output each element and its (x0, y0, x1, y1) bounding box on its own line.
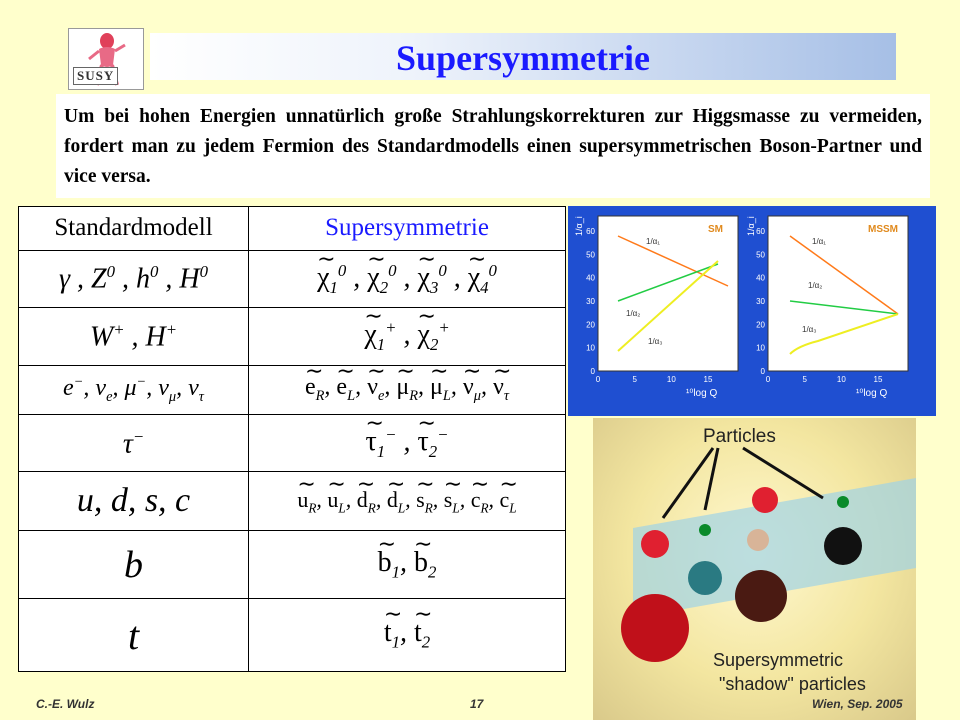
title-bar (150, 33, 896, 80)
coupling-plots (568, 206, 936, 416)
x-tick-label: 15 (703, 375, 713, 384)
mssm-plot-ylabel: 1/α_i (746, 216, 756, 236)
footer-author: C.-E. Wulz (36, 697, 95, 711)
y-tick-label: 50 (586, 250, 595, 260)
tan-particle (747, 529, 769, 551)
mssm-plot-label: MSSM (868, 224, 898, 235)
green-particle (699, 524, 711, 536)
header-supersymmetrie: Supersymmetrie (249, 207, 566, 251)
sm-plot-label: SM (708, 224, 723, 235)
particle-table (18, 206, 566, 672)
susy-staus: ∼ $\tau_1^-$ , ∼ $\tau_2^-$ (249, 415, 566, 472)
y-tick-label: 0 (590, 367, 595, 376)
footer-place-date: Wien, Sep. 2005 (812, 697, 903, 711)
susy-charginos: ∼ $\chi_1^+$ , ∼ $\chi_2^+$ (249, 308, 566, 365)
mssm-plot (568, 206, 936, 416)
sm-tau: τ− (19, 415, 249, 472)
table-row (19, 308, 566, 365)
y-tick-label: 10 (756, 343, 765, 353)
shadow-teal-particle (688, 561, 722, 595)
susy-sleptons: ∼ $e_R$, ∼ $e_L$, ∼ $\nu_e$, ∼ $\mu_R$, ∼ $\mu_L$, ∼ $\nu_\mu$, ∼ $\nu_\tau$ (249, 365, 566, 415)
y-tick-label: 20 (756, 320, 765, 330)
table-row (19, 250, 566, 307)
sm-top: t (19, 599, 249, 672)
x-tick-label: 5 (802, 375, 807, 384)
red-particle (752, 487, 778, 513)
x-tick-label: 15 (873, 375, 883, 384)
y-tick-label: 10 (586, 343, 595, 353)
x-tick-label: 5 (632, 375, 637, 384)
table-header-row (19, 207, 566, 251)
mssm-alpha3-label: 1/α₃ (802, 325, 817, 334)
page-title: Supersymmetrie (396, 38, 650, 78)
sm-alpha3-label: 1/α₃ (648, 337, 663, 346)
shadow-red-particle (621, 594, 689, 662)
shadow-label-2: "shadow" particles (719, 674, 866, 694)
mssm-alpha3-line (790, 314, 898, 354)
sm-leptons: e−, $\nu_e$, μ−, $\nu_\mu$, $\nu_\tau$ (19, 365, 249, 415)
red-particle (641, 530, 669, 558)
sm-light-quarks: u, d, s, c (19, 472, 249, 531)
y-tick-label: 30 (586, 297, 595, 306)
sm-alpha1-label: 1/α₁ (646, 237, 660, 246)
y-tick-label: 20 (586, 320, 595, 330)
table-row (19, 472, 566, 531)
y-tick-label: 40 (586, 273, 595, 283)
intro-text: Um bei hohen Energien unnatürlich große Strahlungskorrekturen zur Higgsmasse zu vermeiden, fordert man zu jedem Fermion des Standardmodells einen supersymmetrischen Boson-Partner und vice versa. (56, 94, 930, 198)
header-standardmodell: Standardmodell (19, 207, 249, 251)
susy-sbottoms: ∼ $b_1$, ∼ $b_2$ (249, 531, 566, 599)
mssm-alpha1-label: 1/α₁ (812, 237, 826, 246)
y-tick-label: 60 (586, 227, 595, 236)
y-tick-label: 0 (760, 367, 765, 376)
mssm-alpha2-label: 1/α₂ (808, 281, 823, 290)
shadow-particles-illustration (593, 418, 916, 720)
table-row (19, 531, 566, 599)
mssm-plot-xlabel: ¹⁰log Q (856, 388, 888, 399)
y-tick-label: 40 (756, 273, 765, 283)
susy-light-squarks: ∼ $u_R$, ∼ $u_L$, ∼ $d_R$, ∼ $d_L$, ∼ $s_R$, ∼ $s_L$, ∼ $c_R$, ∼ $c_L$ (249, 472, 566, 531)
x-tick-label: 10 (836, 375, 846, 384)
particles-label: Particles (703, 426, 776, 447)
sm-alpha2-label: 1/α₂ (626, 309, 641, 318)
shadow-dark-particle (735, 570, 787, 622)
sm-plot-ylabel: 1/α_i (574, 216, 584, 236)
sm-plot-xlabel: ¹⁰log Q (686, 388, 718, 399)
y-tick-label: 60 (756, 227, 765, 236)
susy-logo (68, 28, 144, 90)
y-tick-label: 30 (756, 297, 765, 306)
sm-bottom: b (19, 531, 249, 599)
susy-neutralinos: ∼ $\chi_1^0$ , ∼ $\chi_2^0$ , ∼ $\chi_3^0$ , ∼ $\chi_4^0$ (249, 250, 566, 307)
table-row (19, 599, 566, 672)
x-tick-label: 0 (595, 375, 601, 384)
shadow-label-1: Supersymmetric (713, 650, 844, 670)
table-row (19, 415, 566, 472)
shadow-black-particle (824, 527, 862, 565)
logo-label: SUSY (73, 67, 118, 85)
green-particle (837, 496, 849, 508)
susy-stops: ∼ $t_1$, ∼ $t_2$ (249, 599, 566, 672)
sm-charged-bosons: W+ , H+ (19, 308, 249, 365)
x-tick-label: 0 (765, 375, 771, 384)
y-tick-label: 50 (756, 250, 765, 260)
sm-neutral-bosons: γ , $Z^0$ , $h^0$ , $H^0$ (19, 250, 249, 307)
x-tick-label: 10 (666, 375, 676, 384)
table-row (19, 365, 566, 415)
footer-page-number: 17 (470, 697, 484, 711)
